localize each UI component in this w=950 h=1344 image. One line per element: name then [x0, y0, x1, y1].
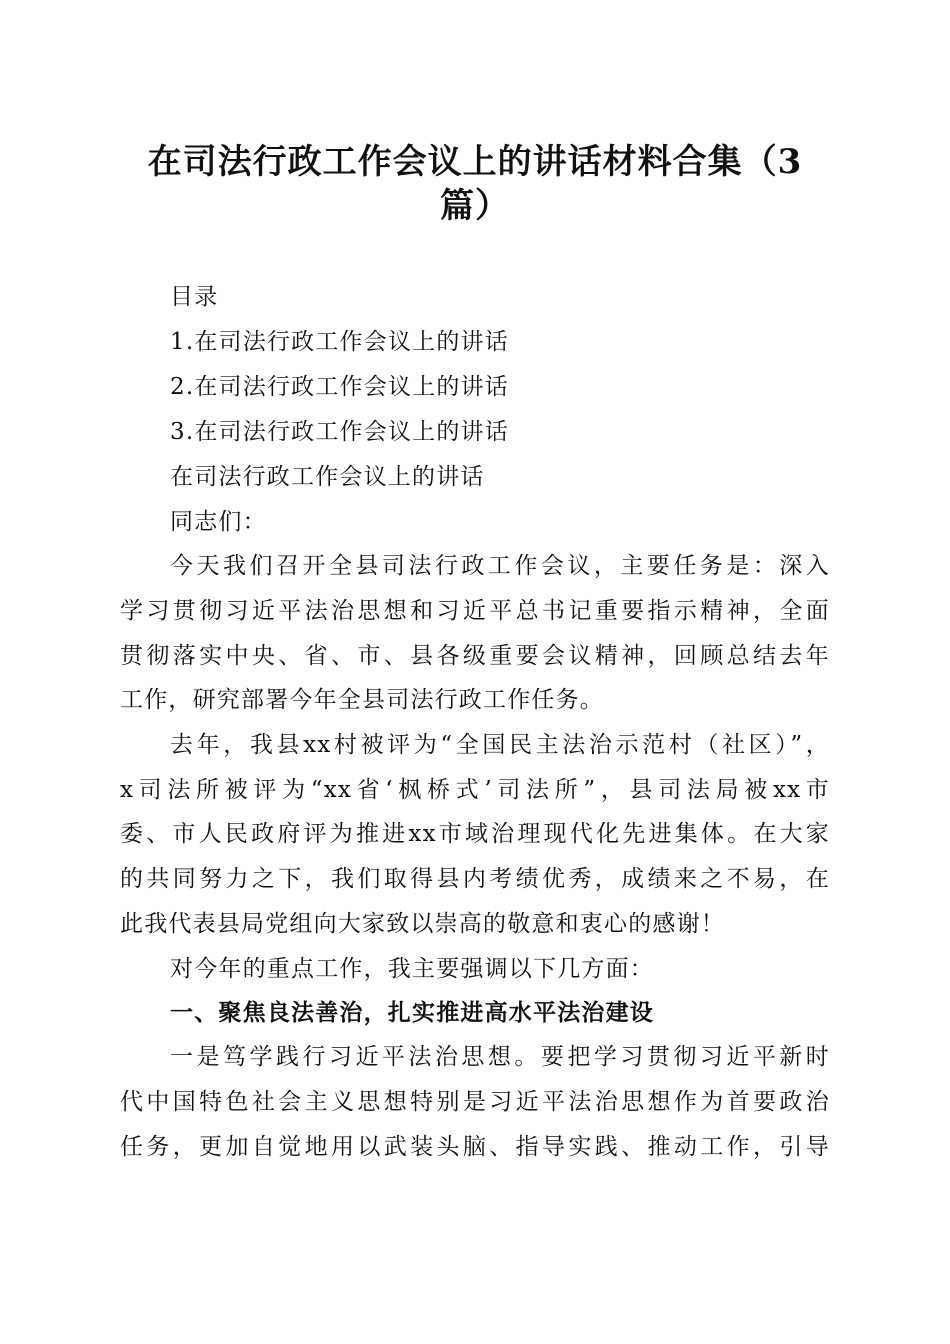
- paragraph-line: 贯彻落实中央、省、市、县各级重要会议精神，回顾总结去年: [120, 643, 830, 669]
- toc-item: 3.在司法行政工作会议上的讲话: [170, 419, 509, 445]
- toc-item: 1.在司法行政工作会议上的讲话: [170, 329, 509, 355]
- paragraph-line: 对今年的重点工作，我主要强调以下几方面：: [170, 956, 654, 982]
- paragraph-line: 工作，研究部署今年全县司法行政工作任务。: [120, 687, 604, 713]
- paragraph-line: 的共同努力之下，我们取得县内考绩优秀，成绩来之不易，在: [120, 866, 830, 892]
- greeting: 同志们：: [170, 509, 267, 535]
- paragraph-line: 代中国特色社会主义思想特别是习近平法治思想作为首要政治: [120, 1089, 830, 1115]
- paragraph-line: 此我代表县局党组向大家致以崇高的敬意和衷心的感谢！: [120, 911, 725, 937]
- toc-heading: 目录: [170, 284, 219, 310]
- paragraph-line: 学习贯彻习近平法治思想和习近平总书记重要指示精神，全面: [120, 598, 830, 624]
- paragraph-line: 一是笃学践行习近平法治思想。要把学习贯彻习近平新时: [170, 1044, 830, 1070]
- section-heading: 一、聚焦良法善治，扎实推进高水平法治建设: [170, 1000, 654, 1026]
- paragraph-line: 今天我们召开全县司法行政工作会议，主要任务是：深入: [170, 553, 830, 579]
- speech-title: 在司法行政工作会议上的讲话: [170, 464, 485, 490]
- paragraph-line: 委、市人民政府评为推进xx市域治理现代化先进集体。在大家: [120, 821, 830, 847]
- toc-item: 2.在司法行政工作会议上的讲话: [170, 374, 509, 400]
- paragraph-line: x司法所被评为“xx省‘枫桥式’司法所”，县司法局被xx市: [120, 777, 830, 803]
- document-title-line-1: 在司法行政工作会议上的讲话材料合集（3: [147, 142, 803, 182]
- paragraph-line: 任务，更加自觉地用以武装头脑、指导实践、推动工作，引导: [120, 1134, 830, 1160]
- document-title-line-2: 篇）: [440, 186, 510, 226]
- paragraph-line: 去年，我县xx村被评为“全国民主法治示范村（社区）”，: [170, 732, 830, 758]
